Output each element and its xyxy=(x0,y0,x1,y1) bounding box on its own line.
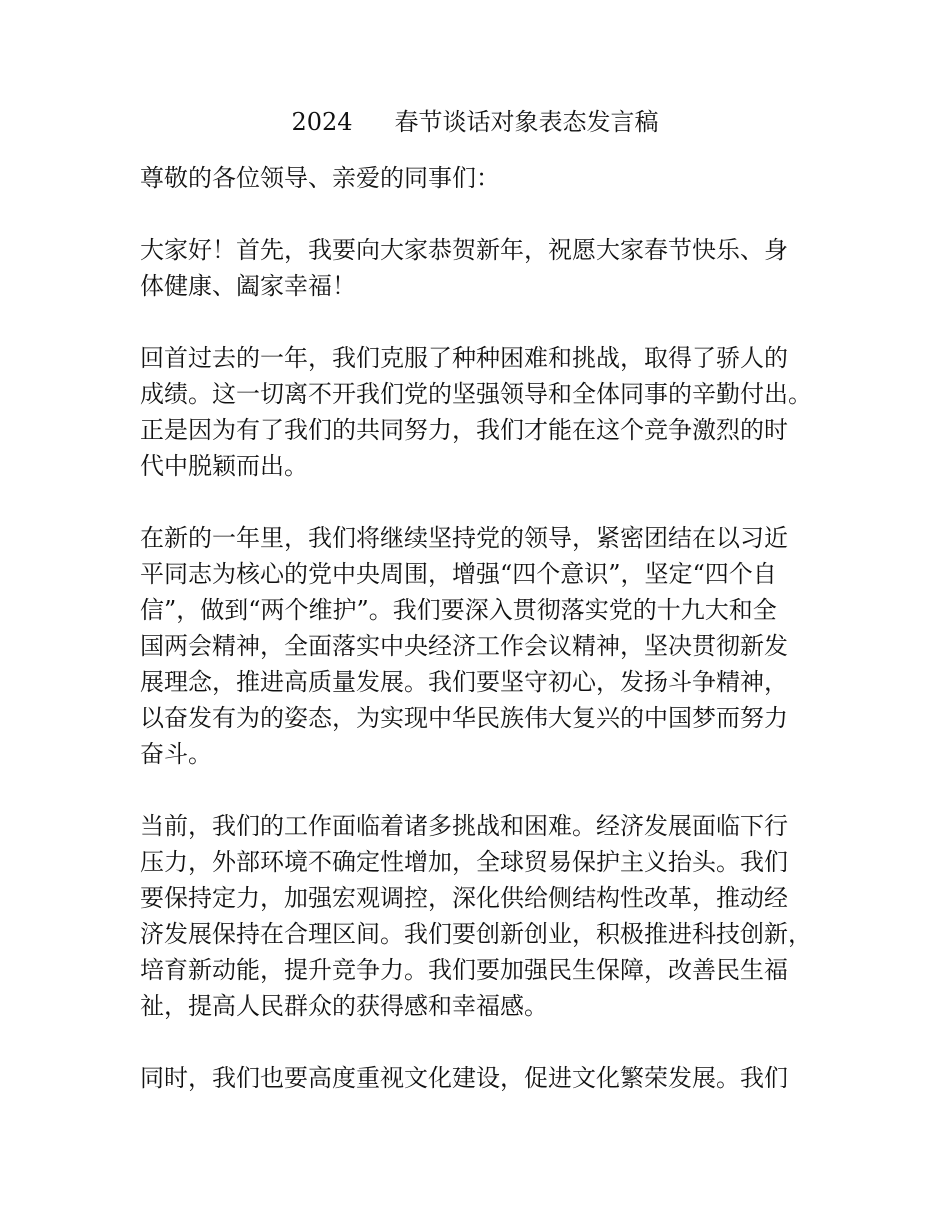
title-year: 2024 xyxy=(291,108,353,136)
text-line: 当前，我们的工作面临着诸多挑战和困难。经济发展面临下行 xyxy=(140,812,788,840)
text-line: 回首过去的一年，我们克服了种种困难和挑战，取得了骄人的 xyxy=(140,344,788,372)
text-line: 平同志为核心的党中央周围，增强“四个意识”，坚定“四个自 xyxy=(140,560,777,588)
page-title xyxy=(0,104,950,140)
text-line: 国两会精神，全面落实中央经济工作会议精神，坚决贯彻新发 xyxy=(140,632,788,660)
text-line: 同时，我们也要高度重视文化建设，促进文化繁荣发展。我们 xyxy=(140,1064,788,1092)
text-line: 展理念，推进高质量发展。我们要坚守初心，发扬斗争精神， xyxy=(140,668,788,696)
text-line: 尊敬的各位领导、亲爱的同事们： xyxy=(140,164,500,192)
text-line: 培育新动能，提升竞争力。我们要加强民生保障，改善民生福 xyxy=(140,956,788,984)
text-line: 在新的一年里，我们将继续坚持党的领导，紧密团结在以习近 xyxy=(140,524,788,552)
paragraph-greeting xyxy=(140,232,820,304)
text-line: 大家好！首先，我要向大家恭贺新年，祝愿大家春节快乐、身 xyxy=(140,236,788,264)
paragraph-salutation xyxy=(140,160,820,196)
text-line: 济发展保持在合理区间。我们要创新创业，积极推进科技创新， xyxy=(140,920,812,948)
text-line: 要保持定力，加强宏观调控，深化供给侧结构性改革，推动经 xyxy=(140,884,788,912)
paragraph-culture xyxy=(140,1060,820,1096)
text-line: 祉，提高人民群众的获得感和幸福感。 xyxy=(140,992,548,1020)
text-line: 以奋发有为的姿态，为实现中华民族伟大复兴的中国梦而努力 xyxy=(140,704,788,732)
text-line: 信”，做到“两个维护”。我们要深入贯彻落实党的十九大和全 xyxy=(140,596,777,624)
paragraph-challenges xyxy=(140,808,820,1024)
paragraph-review xyxy=(140,340,820,484)
title-text: 春节谈话对象表态发言稿 xyxy=(394,108,659,136)
text-line: 奋斗。 xyxy=(140,740,212,768)
paragraph-new-year xyxy=(140,520,820,772)
text-line: 代中脱颖而出。 xyxy=(140,452,308,480)
document-body xyxy=(140,160,820,1132)
text-line: 正是因为有了我们的共同努力，我们才能在这个竞争激烈的时 xyxy=(140,416,788,444)
text-line: 体健康、阖家幸福！ xyxy=(140,272,356,300)
text-line: 成绩。这一切离不开我们党的坚强领导和全体同事的辛勤付出。 xyxy=(140,380,812,408)
text-line: 压力，外部环境不确定性增加，全球贸易保护主义抬头。我们 xyxy=(140,848,788,876)
